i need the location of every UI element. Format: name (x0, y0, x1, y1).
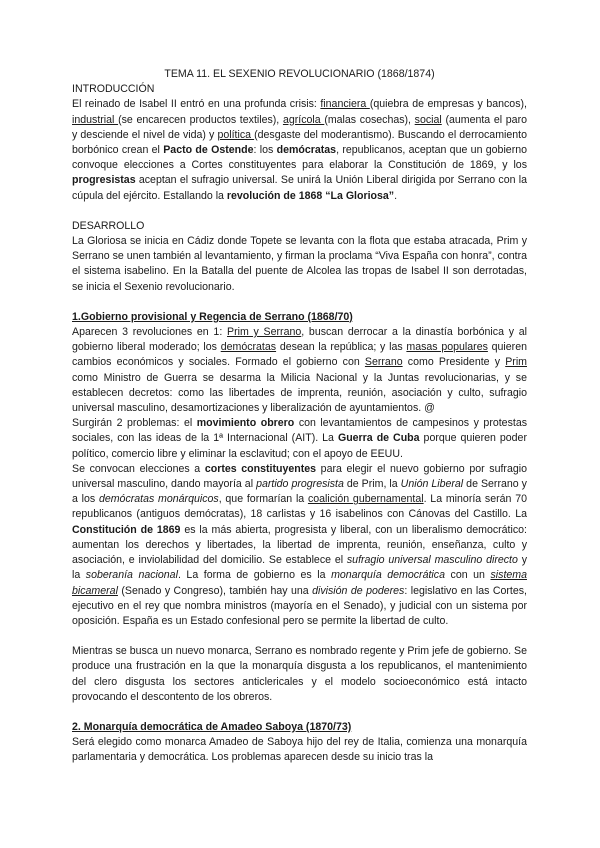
section-1-paragraph-2: Surgirán 2 problemas: el movimiento obrero con levantamientos de campesinos y protestas sociales, con las ideas de la 1ª Internacional (AIT). La Guerra de Cuba porque quieren poder político, comercio libre y eliminar la esclavitud; con el apoyo de EEUU. (72, 417, 528, 460)
document-page (72, 67, 527, 766)
desarrollo-heading: DESARROLLO (72, 219, 145, 232)
document-title: TEMA 11. EL SEXENIO REVOLUCIONARIO (1868/1874) (164, 68, 435, 80)
intro-heading: INTRODUCCIÓN (72, 83, 155, 96)
section-1-paragraph-1: Aparecen 3 revoluciones en 1: Prim y Serrano, buscan derrocar a la dinastía borbónica y al gobierno liberal moderado; los demócratas desean la república; y las masas populares quieren cambios económicos y sociales. Formado el gobierno con Serrano como Presidente y Prim como Ministro de Guerra se desarma la Milicia Nacional y la Juntas revolucionarias, y se establecen decretos: como las libertades de imprenta, reunión, asociación y culto, sufragio universal masculino, desamortizaciones y liberalización de ayuntamientos. @ (72, 326, 527, 415)
section-2-paragraph-1: Será elegido como monarca Amadeo de Saboya hijo del rey de Italia, comienza una monarquía parlamentaria y democrática. Los problemas aparecen desde su inicio tras la (72, 736, 527, 764)
section-1-paragraph-4: Mientras se busca un nuevo monarca, Serrano es nombrado regente y Prim jefe de gobierno. Se produce una frustración en la que la monarquía disgusta a los republicanos, el mantenimiento del clero disgusta los sectores anticlericales y el modelo socioeconómico está intacto provocando el descontento de los obreros. (72, 645, 527, 703)
intro-paragraph: El reinado de Isabel II entró en una profunda crisis: financiera (quiebra de empresas y bancos), industrial (se encarecen productos textiles), agrícola (malas cosechas), social (aumenta el paro y desciende el nivel de vida) y política (desgaste del moderantismo). Buscando el derrocamiento borbónico crean el Pacto de Ostende: los demócratas, republicanos, aceptan que un gobierno convoque elecciones a Cortes constituyentes para elaborar la Constitución de 1869, y los progresistas aceptan el sufragio universal. Se unirá la Unión Liberal dirigida por Serrano con la cúpula del ejército. Estallando la revolución de 1868 “La Gloriosa”. (72, 98, 528, 202)
section-2-heading: 2. Monarquía democrática de Amadeo Saboya (1870/73) (72, 720, 352, 733)
desarrollo-paragraph: La Gloriosa se inicia en Cádiz donde Topete se levanta con la flota que estaba atracada, Prim y Serrano se unen también al levantamiento, y firman la proclama “Viva España con honra”, contra el sistema isabelino. En la Batalla del puente de Alcolea las tropas de Isabel II son derrotadas, se inicia el Sexenio revolucionario. (72, 235, 527, 293)
section-1-paragraph-3: Se convocan elecciones a cortes constituyentes para elegir el nuevo gobierno por sufragio universal masculino, dando mayoría al partido progresista de Prim, la Unión Liberal de Serrano y a los demócratas monárquicos, que formarían la coalición gubernamental. La minoría serán 70 republicanos (antiguos demócratas), 18 carlistas y 16 isabelinos con Cánovas del Castillo. La Constitución de 1869 es la más abierta, progresista y liberal, con un liberalismo democrático: aumentan los derechos y libertades, la libertad de imprenta, reunión, enseñanza, culto y asociación, e inviolabilidad del domicilio. Se establece el sufragio universal masculino directo y la soberanía nacional. La forma de gobierno es la monarquía democrática con un sistema bicameral (Senado y Congreso), también hay una división de poderes: legislativo en las Cortes, ejecutivo en el rey que nombra ministros (mayoría en el Senado), y judicial con un sistema por oposición. España es un Estado confesional pero se permite la libertad de culto. (72, 462, 527, 627)
section-1-heading: 1.Gobierno provisional y Regencia de Serrano (1868/70) (72, 310, 353, 323)
